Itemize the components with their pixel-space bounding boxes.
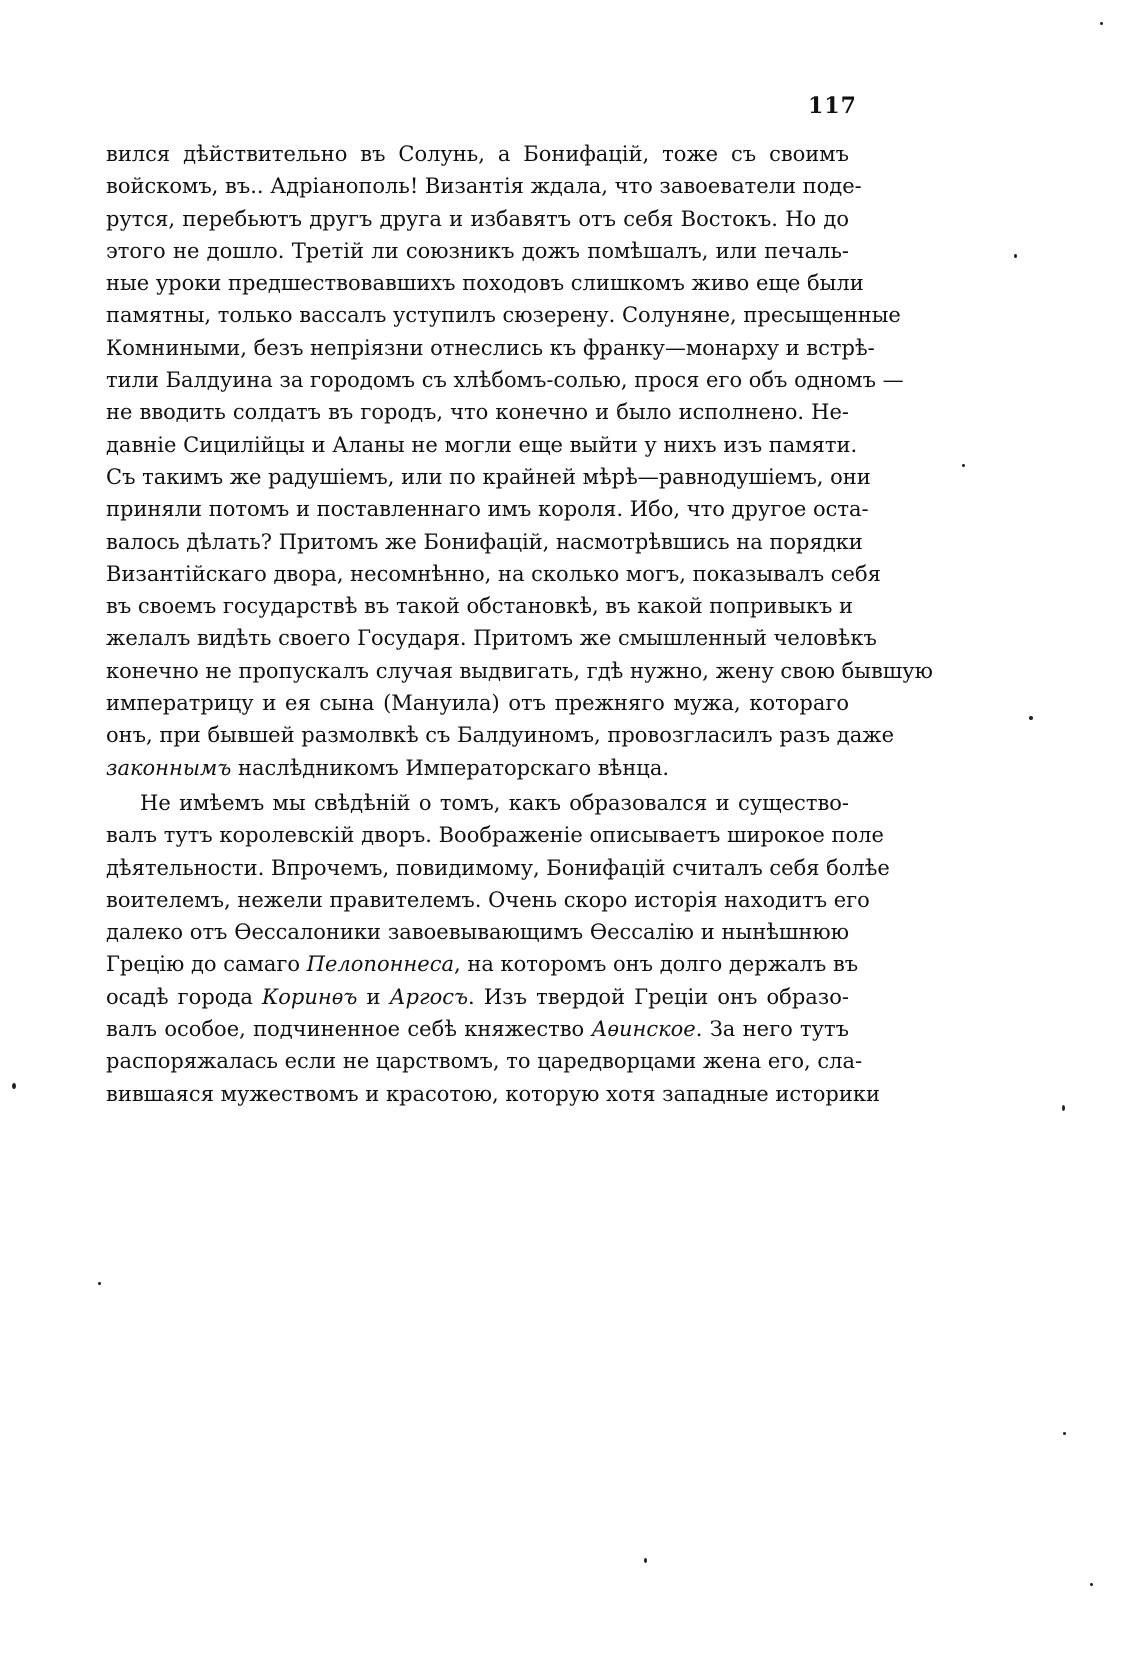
- italic-place-name: Аргосъ: [389, 984, 469, 1009]
- text-line: рутся, перебьютъ другъ друга и избавятъ отъ себя Востокъ. Но до: [106, 206, 849, 231]
- text-line: Комниными, безъ непріязни отнеслись къ франку—монарху и встрѣ-: [106, 335, 875, 360]
- text-line: [106, 981, 849, 1013]
- italic-place-name: Пелопоннеса: [306, 952, 454, 977]
- scan-speck: [98, 1282, 101, 1285]
- text-line: памятны, только вассалъ уступилъ сюзерену. Солуняне, пресыщенные: [106, 303, 901, 328]
- italic-term: законнымъ: [106, 755, 232, 780]
- text-line: [106, 1013, 849, 1045]
- body-text: [106, 138, 933, 1110]
- scan-speck: [12, 1083, 16, 1089]
- text-span: , на которомъ онъ долго держалъ въ: [453, 952, 859, 977]
- text-span: валъ особое, подчиненное себѣ княжество: [106, 1017, 592, 1042]
- text-line: дѣятельности. Впрочемъ, повидимому, Бонифацій считалъ себя болѣе: [106, 855, 890, 880]
- text-line: конечно не пропускалъ случая выдвигать, гдѣ нужно, жену свою бывшую: [106, 658, 933, 683]
- text-line: [106, 752, 849, 784]
- text-line: вился дѣйствительно въ Солунь, а Бонифацій, тоже съ своимъ: [106, 142, 849, 166]
- text-span: и: [357, 984, 390, 1009]
- text-line: не вводить солдатъ въ городъ, что конечно и было исполнено. Не-: [106, 400, 849, 425]
- scan-speck: [1029, 716, 1033, 720]
- scan-speck: [644, 1558, 647, 1563]
- scan-speck: [1063, 1432, 1066, 1435]
- text-span: наслѣдникомъ Императорскаго вѣнца.: [231, 755, 670, 780]
- text-span: . За него тутъ: [695, 1017, 849, 1042]
- text-line: валось дѣлать? Притомъ же Бонифацій, насмотрѣвшись на порядки: [106, 529, 863, 554]
- text-line: давніе Сицилійцы и Аланы не могли еще выйти у нихъ изъ памяти.: [106, 432, 858, 457]
- text-line: въ своемъ государствѣ въ такой обстановкѣ, въ какой попривыкъ и: [106, 594, 854, 619]
- scan-speck: [962, 464, 965, 467]
- text-span: осадѣ города: [106, 984, 263, 1009]
- text-line: [106, 948, 859, 980]
- text-line: онъ, при бывшей размолвкѣ съ Балдуиномъ, провозгласилъ разъ даже: [106, 723, 894, 748]
- scan-speck: [1062, 1105, 1065, 1111]
- text-line: вившаяся мужествомъ и красотою, которую хотя западные историки: [106, 1081, 880, 1106]
- text-line: приняли потомъ и поставленнаго имъ короля. Ибо, что другое оста-: [106, 497, 869, 522]
- text-line: воителемъ, нежели правителемъ. Очень скоро исторія находитъ его: [106, 887, 870, 912]
- italic-place-name: Коринѳъ: [262, 984, 358, 1009]
- text-line: Съ такимъ же радушіемъ, или по крайней мѣрѣ—равнодушіемъ, они: [106, 464, 871, 489]
- text-span: Грецію до самаго: [106, 952, 307, 977]
- text-line: этого не дошло. Третій ли союзникъ дожъ помѣшалъ, или печаль-: [106, 238, 849, 263]
- page-number: 117: [808, 93, 857, 119]
- scan-speck: [1014, 254, 1017, 258]
- scan-speck: [1090, 1583, 1093, 1586]
- text-line: далеко отъ Ѳессалоники завоевывающимъ Ѳессалію и нынѣшнюю: [106, 920, 849, 945]
- scan-speck: [1100, 22, 1103, 25]
- text-line: войскомъ, въ.. Адріанополь! Византія ждала, что завоеватели поде-: [106, 174, 862, 199]
- paragraph-2: [106, 787, 890, 1110]
- text-line: Византійскаго двора, несомнѣнно, на сколько могъ, показывалъ себя: [106, 561, 881, 586]
- text-span: . Изъ твердой Греціи онъ образо-: [468, 984, 849, 1009]
- text-line: валъ тутъ королевскій дворъ. Воображеніе описываетъ широкое поле: [106, 823, 884, 848]
- italic-place-name: Аѳинское: [591, 1017, 696, 1042]
- text-line: распоряжалась если не царствомъ, то царедворцами жена его, сла-: [106, 1049, 863, 1074]
- text-line: Не имѣемъ мы свѣдѣній о томъ, какъ образовался и существо-: [140, 790, 849, 815]
- text-line: желалъ видѣть своего Государя. Притомъ же смышленный человѣкъ: [106, 626, 877, 651]
- text-line: тили Балдуина за городомъ съ хлѣбомъ-солью, прося его объ одномъ —: [106, 368, 904, 393]
- paragraph-1: [106, 138, 933, 784]
- text-line: ные уроки предшествовавшихъ походовъ слишкомъ живо еще были: [106, 271, 864, 296]
- text-line: императрицу и ея сына (Мануила) отъ прежняго мужа, котораго: [106, 691, 849, 716]
